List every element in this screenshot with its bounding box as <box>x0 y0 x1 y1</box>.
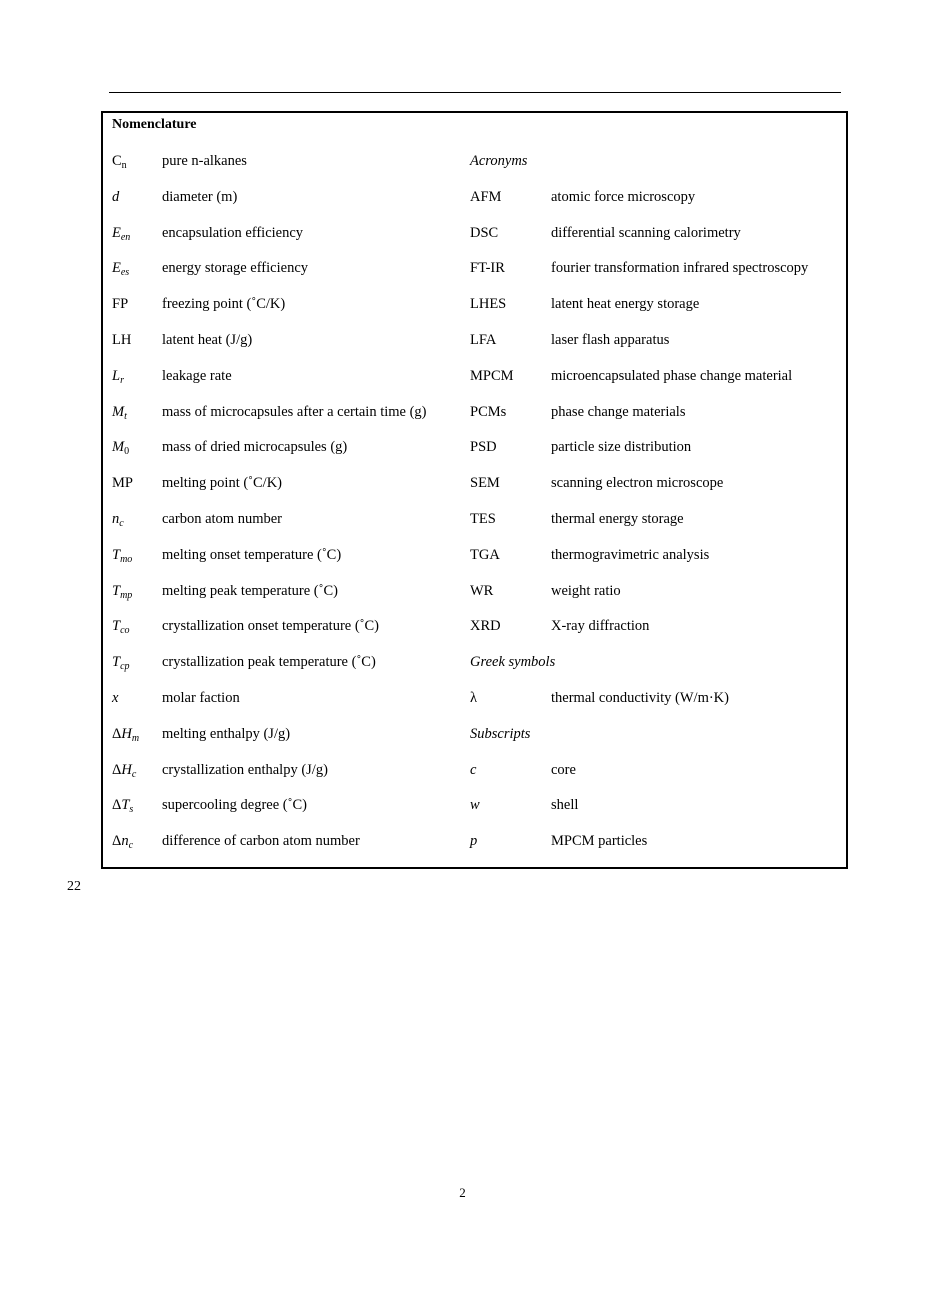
symbol-main: d <box>112 188 120 205</box>
symbol-prefix: Δ <box>112 797 122 814</box>
symbol-description: crystallization peak temperature (˚C) <box>162 654 376 671</box>
acronym-definition: thermal conductivity (W/m·K) <box>551 690 729 706</box>
acronym-definition: laser flash apparatus <box>551 332 670 348</box>
acronym: λ <box>470 690 478 706</box>
symbol <box>112 402 127 427</box>
acronym: TGA <box>470 546 500 563</box>
symbol-description: freezing point (˚C/K) <box>162 296 286 313</box>
nomenclature-row <box>103 795 846 831</box>
acronym: AFM <box>470 188 502 205</box>
line-number: 22 <box>67 879 81 894</box>
symbol-prefix: Δ <box>112 725 122 742</box>
symbol-main: LH <box>112 332 132 348</box>
acronym: LHES <box>470 296 507 313</box>
acronym-definition: latent heat energy storage <box>551 296 700 313</box>
symbol-subscript: m <box>131 732 140 744</box>
symbol <box>112 366 124 391</box>
acronym-definition: weight ratio <box>551 582 621 599</box>
symbol-description: supercooling degree (˚C) <box>162 797 307 814</box>
nomenclature-row <box>103 581 846 617</box>
acronym: MPCM <box>470 367 514 384</box>
nomenclature-row <box>103 366 846 402</box>
symbol-main: C <box>112 153 122 169</box>
symbol-prefix: Δ <box>112 761 122 778</box>
symbol <box>112 652 130 677</box>
acronym-definition: MPCM particles <box>551 833 648 850</box>
acronym: PCMs <box>470 403 507 420</box>
acronym: DSC <box>470 224 499 241</box>
symbol-main: H <box>121 725 132 742</box>
nomenclature-row <box>103 509 846 545</box>
symbol-subscript: en <box>120 231 131 243</box>
symbol-description: melting peak temperature (˚C) <box>162 582 338 599</box>
acronym-definition: microencapsulated phase change material <box>551 367 793 384</box>
nomenclature-row <box>103 294 846 330</box>
symbol-description: crystallization onset temperature (˚C) <box>162 618 380 635</box>
symbol-main: MP <box>112 475 133 492</box>
nomenclature-row <box>103 402 846 438</box>
symbol-main: n <box>112 511 120 527</box>
nomenclature-row <box>103 831 846 867</box>
symbol-description: diameter (m) <box>162 188 238 205</box>
nomenclature-row <box>103 330 846 366</box>
acronym: SEM <box>470 475 500 492</box>
symbol-main: E <box>112 260 121 277</box>
acronym-definition: particle size distribution <box>551 439 692 456</box>
symbol <box>112 223 130 248</box>
symbol-subscript: n <box>121 160 127 171</box>
symbol-main: n <box>121 833 129 850</box>
symbol-subscript: mp <box>120 589 133 601</box>
symbol-main: T <box>112 582 121 599</box>
symbol <box>112 187 119 207</box>
symbol <box>112 795 133 820</box>
acronym-definition: fourier transformation infrared spectroscopy <box>551 260 809 277</box>
acronym: PSD <box>470 439 497 456</box>
acronym: FT-IR <box>470 260 505 277</box>
symbol-main: E <box>112 224 121 241</box>
nomenclature-row <box>103 151 846 187</box>
acronym-definition: differential scanning calorimetry <box>551 224 741 241</box>
symbol-description: carbon atom number <box>162 511 282 527</box>
symbol-subscript: co <box>120 625 130 637</box>
symbol-description: melting onset temperature (˚C) <box>162 546 342 563</box>
acronym-definition: X-ray diffraction <box>551 618 650 635</box>
symbol <box>112 330 131 350</box>
section-header: Subscripts <box>470 725 531 742</box>
nomenclature-row <box>103 616 846 652</box>
symbol <box>112 437 129 462</box>
acronym-definition: shell <box>551 797 579 814</box>
symbol-main: T <box>112 618 121 635</box>
symbol <box>112 258 129 283</box>
acronym-definition: thermal energy storage <box>551 511 684 527</box>
symbol-description: leakage rate <box>162 367 232 384</box>
symbol-prefix: Δ <box>112 833 122 850</box>
acronym-definition: scanning electron microscope <box>551 475 724 492</box>
nomenclature-row <box>103 724 846 760</box>
symbol-description: molar faction <box>162 690 240 706</box>
page-number: 2 <box>459 1185 466 1200</box>
symbol-main: T <box>121 797 130 814</box>
symbol-main: H <box>121 761 132 778</box>
symbol-description: pure n-alkanes <box>162 153 247 169</box>
acronym-definition: phase change materials <box>551 403 686 420</box>
nomenclature-row <box>103 187 846 223</box>
header-rule <box>109 92 841 93</box>
nomenclature-row <box>103 545 846 581</box>
acronym: w <box>470 797 480 814</box>
nomenclature-box <box>101 111 848 869</box>
symbol-main: T <box>112 654 121 671</box>
symbol <box>112 831 133 856</box>
symbol-subscript: s <box>129 804 134 816</box>
acronym-definition: core <box>551 761 576 778</box>
nomenclature-row <box>103 652 846 688</box>
symbol-description: melting point (˚C/K) <box>162 475 283 492</box>
symbol-subscript: cp <box>120 661 130 673</box>
symbol-main: M <box>112 403 125 420</box>
symbol-subscript: 0 <box>124 446 130 458</box>
section-header: Greek symbols <box>470 654 556 671</box>
symbol-main: T <box>112 546 121 563</box>
nomenclature-row <box>103 473 846 509</box>
symbol-description: latent heat (J/g) <box>162 332 253 348</box>
symbol-description: crystallization enthalpy (J/g) <box>162 761 328 778</box>
acronym: TES <box>470 511 496 527</box>
symbol <box>112 581 132 606</box>
symbol-main: FP <box>112 296 129 313</box>
acronym: XRD <box>470 618 501 635</box>
symbol-subscript: mo <box>120 553 133 565</box>
symbol <box>112 473 133 493</box>
symbol <box>112 294 128 314</box>
acronym-definition: thermogravimetric analysis <box>551 546 710 563</box>
symbol <box>112 545 132 570</box>
acronym: p <box>470 833 478 850</box>
symbol-description: melting enthalpy (J/g) <box>162 725 291 742</box>
symbol-description: difference of carbon atom number <box>162 833 360 850</box>
acronym: WR <box>470 582 494 599</box>
symbol-main: L <box>112 367 121 384</box>
symbol <box>112 151 127 176</box>
acronym: LFA <box>470 332 497 348</box>
symbol-description: mass of microcapsules after a certain time (g) <box>162 403 427 420</box>
symbol-main: x <box>112 690 119 706</box>
symbol-subscript: c <box>119 518 124 529</box>
symbol-description: energy storage efficiency <box>162 260 309 277</box>
symbol <box>112 724 139 749</box>
symbol-description: mass of dried microcapsules (g) <box>162 439 348 456</box>
nomenclature-row <box>103 437 846 473</box>
symbol-subscript: es <box>120 267 130 279</box>
section-header: Acronyms <box>470 153 528 169</box>
symbol-subscript: c <box>131 768 137 780</box>
symbol <box>112 616 130 641</box>
nomenclature-row <box>103 223 846 259</box>
nomenclature-row <box>103 760 846 796</box>
nomenclature-row <box>103 258 846 294</box>
nomenclature-title: Nomenclature <box>112 117 197 132</box>
symbol-description: encapsulation efficiency <box>162 224 304 241</box>
acronym-definition: atomic force microscopy <box>551 188 696 205</box>
symbol <box>112 688 118 708</box>
symbol-subscript: r <box>120 374 124 386</box>
symbol-subscript: c <box>128 840 134 852</box>
symbol <box>112 509 124 534</box>
symbol-subscript: t <box>124 410 127 422</box>
symbol-main: M <box>112 439 125 456</box>
nomenclature-row <box>103 688 846 724</box>
acronym: c <box>470 761 477 778</box>
symbol <box>112 760 136 785</box>
